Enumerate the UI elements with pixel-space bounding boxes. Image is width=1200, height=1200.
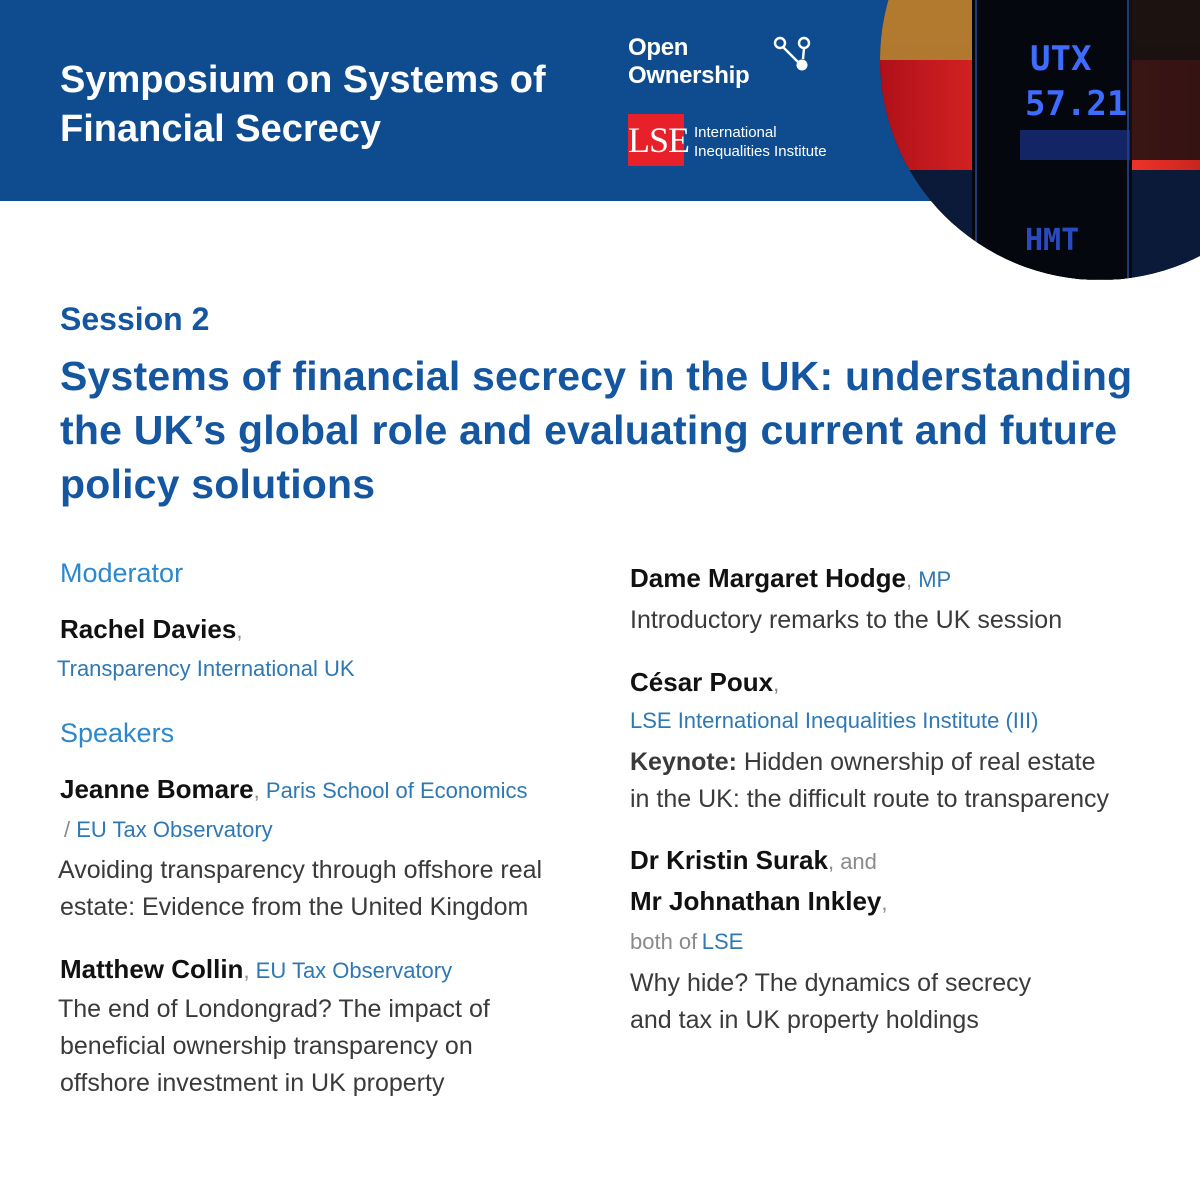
- speaker-name: Jeanne Bomare: [60, 774, 254, 804]
- moderator-entry: Rachel Davies,: [60, 614, 243, 644]
- lse-logo: LSE: [628, 114, 684, 166]
- speaker-name: Matthew Collin: [60, 954, 244, 984]
- speaker-affiliation: Paris School of Economics: [265, 778, 528, 803]
- speaker-affiliation-2: EU Tax Observatory: [76, 817, 273, 842]
- talk-title-line: Why hide? The dynamics of secrecy: [630, 969, 1032, 997]
- talk-title-line: Introductory remarks to the UK session: [630, 606, 1063, 634]
- stock-ticker-photo: [880, 0, 1200, 280]
- speaker-inkley: Mr Johnathan Inkley,: [630, 886, 888, 916]
- conjunction: and: [840, 849, 877, 874]
- ticker-price: 57.21: [1025, 84, 1128, 124]
- talk-title-line: Avoiding transparency through offshore real: [58, 856, 543, 884]
- speaker-affiliation: EU Tax Observatory: [255, 958, 453, 983]
- speaker-bomare-affiliation2: / EU Tax Observatory: [64, 817, 273, 842]
- speaker-collin: Matthew Collin, EU Tax Observatory: [60, 954, 453, 984]
- talk-title-line: in the UK: the difficult route to transparency: [630, 785, 1109, 813]
- speaker-hodge: Dame Margaret Hodge, MP: [630, 563, 952, 593]
- ticker-symbol: UTX: [1030, 39, 1092, 79]
- moderator-heading: Moderator: [60, 558, 184, 588]
- speaker-bomare: Jeanne Bomare, Paris School of Economics: [60, 774, 528, 804]
- talk-title-line: beneficial ownership transparency on: [60, 1032, 473, 1060]
- speaker-affiliation: LSE: [701, 929, 744, 954]
- both-of-label: both of: [630, 929, 698, 954]
- event-title: Symposium on Systems of Financial Secrecy: [60, 59, 546, 150]
- ticker-photo-art: [880, 0, 1200, 280]
- speaker-surak: Dr Kristin Surak, and: [630, 845, 877, 875]
- open-ownership-logo: [628, 34, 778, 90]
- talk-title-line: offshore investment in UK property: [60, 1069, 445, 1097]
- header-banner: [0, 0, 1200, 258]
- talk-title-line: Hidden ownership of real estate: [743, 748, 1096, 776]
- talk-title-line: The end of Londongrad? The impact of: [58, 995, 490, 1023]
- ticker-symbol-lower: HMT: [1025, 223, 1080, 258]
- speaker-role: MP: [918, 567, 952, 592]
- session-title: Systems of financial secrecy in the UK: understanding the UK’s global role and evaluating current and future policy solutions: [60, 353, 1133, 507]
- speaker-affiliation: LSE International Inequalities Institute (III): [630, 708, 1039, 733]
- session-label: Session 2: [60, 301, 210, 337]
- moderator-name: Rachel Davies: [60, 614, 237, 644]
- speaker-name: Dr Kristin Surak: [630, 845, 828, 875]
- speaker-poux: César Poux,: [630, 667, 780, 697]
- speaker-org: [630, 929, 743, 955]
- keynote-label: Keynote:: [630, 748, 737, 776]
- keynote-line: [630, 744, 1096, 781]
- speaker-name: Dame Margaret Hodge: [630, 563, 906, 593]
- talk-title-line: and tax in UK property holdings: [630, 1006, 979, 1034]
- lse-institute-name: International Inequalities Institute: [694, 124, 827, 160]
- speaker-name: César Poux: [630, 667, 774, 697]
- talk-title-line: estate: Evidence from the United Kingdom: [60, 893, 529, 921]
- open-ownership-wordmark: Open Ownership: [628, 34, 750, 89]
- network-nodes-icon: [770, 34, 818, 74]
- speakers-heading: Speakers: [60, 718, 175, 748]
- speaker-name: Mr Johnathan Inkley: [630, 886, 882, 916]
- moderator-affiliation: Transparency International UK: [57, 656, 355, 681]
